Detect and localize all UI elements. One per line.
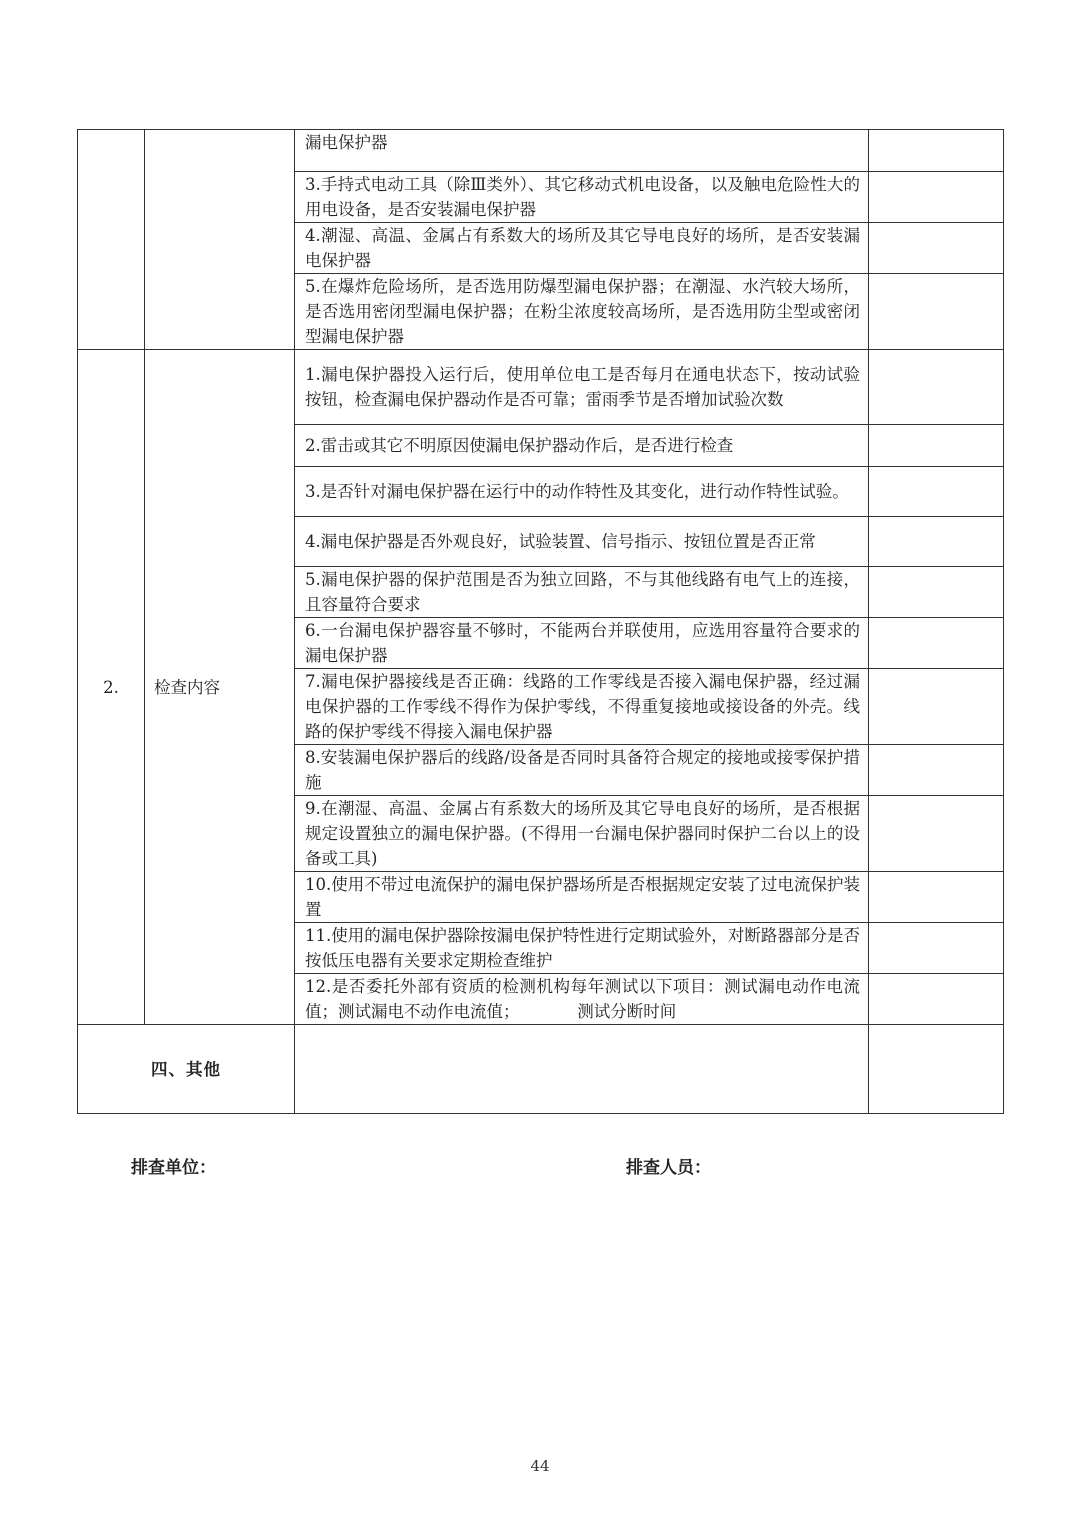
result-cell[interactable]	[869, 172, 1004, 223]
inspection-unit-label: 排查单位：	[131, 1158, 216, 1178]
result-cell[interactable]	[869, 1025, 1004, 1114]
result-cell[interactable]	[869, 796, 1004, 872]
result-cell[interactable]	[869, 425, 1004, 467]
item-cell: 11.使用的漏电保护器除按漏电保护特性进行定期试验外，对断路器部分是否按低压电器有关要求定期检查维护	[295, 923, 869, 974]
item-cell: 8.安装漏电保护器后的线路/设备是否同时具备符合规定的接地或接零保护措施	[295, 745, 869, 796]
table-row	[78, 350, 1004, 425]
section-number-cell	[78, 130, 145, 350]
result-cell[interactable]	[869, 274, 1004, 350]
item-cell: 2.雷击或其它不明原因使漏电保护器动作后，是否进行检查	[295, 425, 869, 467]
inspection-person-label: 排查人员：	[626, 1158, 711, 1178]
table-row	[78, 130, 1004, 172]
result-cell[interactable]	[869, 130, 1004, 172]
result-cell[interactable]	[869, 872, 1004, 923]
result-cell[interactable]	[869, 618, 1004, 669]
result-cell[interactable]	[869, 223, 1004, 274]
result-cell[interactable]	[869, 923, 1004, 974]
page-number: 44	[530, 1457, 550, 1475]
item-cell: 6.一台漏电保护器容量不够时，不能两台并联使用，应选用容量符合要求的漏电保护器	[295, 618, 869, 669]
result-cell[interactable]	[869, 467, 1004, 517]
inspection-table	[77, 129, 1004, 1114]
item-cell: 漏电保护器	[295, 130, 869, 172]
other-section-label: 四、其他	[78, 1025, 295, 1114]
item-cell: 12.是否委托外部有资质的检测机构每年测试以下项目：测试漏电动作电流值；测试漏电不动作电流值； 测试分断时间	[295, 974, 869, 1025]
result-cell[interactable]	[869, 350, 1004, 425]
item-cell: 9.在潮湿、高温、金属占有系数大的场所及其它导电良好的场所，是否根据规定设置独立的漏电保护器。(不得用一台漏电保护器同时保护二台以上的设备或工具)	[295, 796, 869, 872]
item-cell: 3.手持式电动工具（除Ⅲ类外）、其它移动式机电设备，以及触电危险性大的用电设备，是否安装漏电保护器	[295, 172, 869, 223]
result-cell[interactable]	[869, 745, 1004, 796]
item-cell: 5.漏电保护器的保护范围是否为独立回路，不与其他线路有电气上的连接，且容量符合要求	[295, 567, 869, 618]
item-cell: 4.潮湿、高温、金属占有系数大的场所及其它导电良好的场所，是否安装漏电保护器	[295, 223, 869, 274]
section-number-cell: 2.	[78, 350, 145, 1025]
result-cell[interactable]	[869, 974, 1004, 1025]
item-cell: 7.漏电保护器接线是否正确：线路的工作零线是否接入漏电保护器，经过漏电保护器的工作零线不得作为保护零线，不得重复接地或接设备的外壳。线路的保护零线不得接入漏电保护器	[295, 669, 869, 745]
item-cell: 5.在爆炸危险场所，是否选用防爆型漏电保护器；在潮湿、水汽较大场所，是否选用密闭型漏电保护器；在粉尘浓度较高场所，是否选用防尘型或密闭型漏电保护器	[295, 274, 869, 350]
item-cell: 10.使用不带过电流保护的漏电保护器场所是否根据规定安装了过电流保护装置	[295, 872, 869, 923]
result-cell[interactable]	[869, 567, 1004, 618]
other-content-cell[interactable]	[295, 1025, 869, 1114]
table-row	[78, 1025, 1004, 1114]
result-cell[interactable]	[869, 517, 1004, 567]
section-label-cell	[145, 130, 295, 350]
section-label-cell: 检查内容	[145, 350, 295, 1025]
result-cell[interactable]	[869, 669, 1004, 745]
item-cell: 4.漏电保护器是否外观良好，试验装置、信号指示、按钮位置是否正常	[295, 517, 869, 567]
item-cell: 3.是否针对漏电保护器在运行中的动作特性及其变化，进行动作特性试验。	[295, 467, 869, 517]
item-cell: 1.漏电保护器投入运行后，使用单位电工是否每月在通电状态下，按动试验按钮，检查漏电保护器动作是否可靠；雷雨季节是否增加试验次数	[295, 350, 869, 425]
